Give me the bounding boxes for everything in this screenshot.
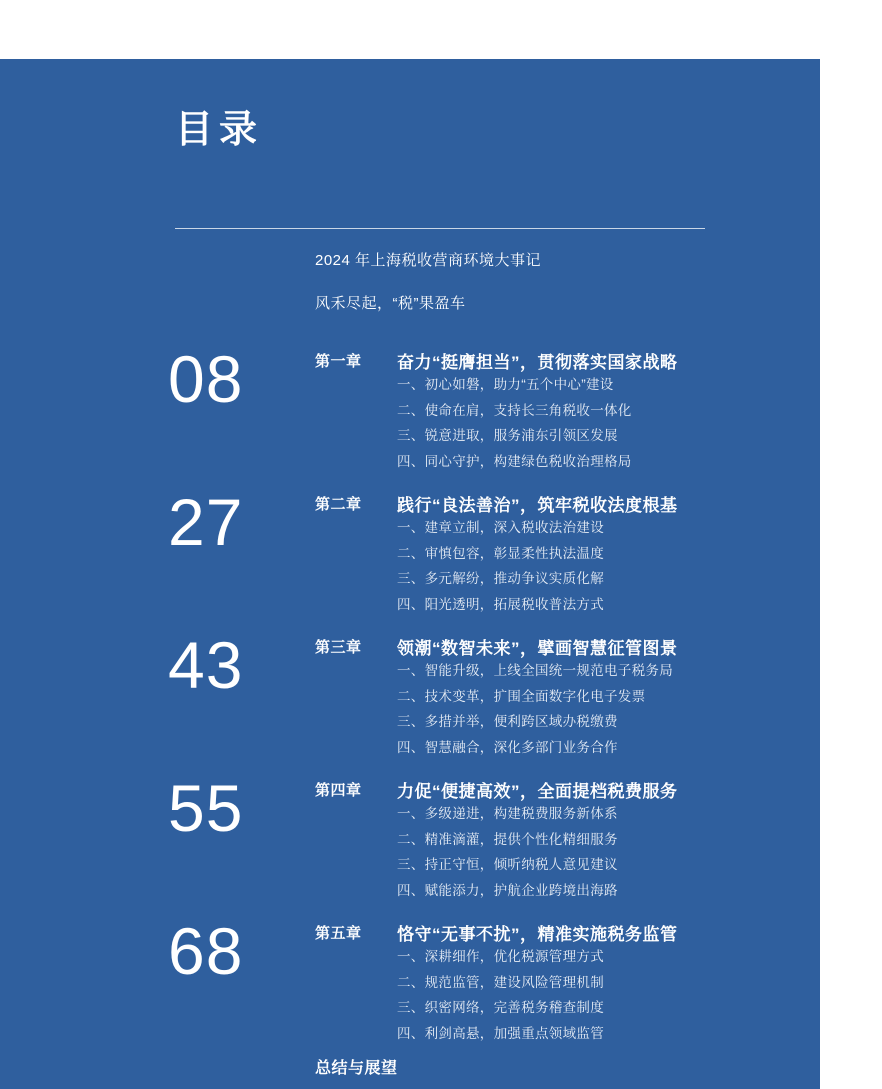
chapter-title[interactable]: 力促“便捷高效”，全面提档税费服务 <box>397 782 678 801</box>
chapter-sections <box>397 950 797 1052</box>
frontmatter-list <box>315 250 735 336</box>
section-item[interactable]: 二、规范监管，建设风险管理机制 <box>397 974 604 990</box>
section-item[interactable]: 四、赋能添力，护航企业跨境出海路 <box>397 882 618 898</box>
chapter-label: 第二章 <box>315 496 362 513</box>
section-item[interactable]: 一、多级递进，构建税费服务新体系 <box>397 806 618 821</box>
chapter-entry[interactable] <box>0 912 820 1055</box>
chapter-page-number: 68 <box>168 914 244 988</box>
chapter-sections <box>397 521 797 623</box>
chapter-sections <box>397 807 797 909</box>
chapter-title[interactable]: 领潮“数智未来”，擘画智慧征管图景 <box>397 639 678 658</box>
chapter-label: 第一章 <box>315 353 362 370</box>
chapter-sections <box>397 664 797 766</box>
chapter-page-number: 55 <box>168 771 244 845</box>
footer-entry[interactable]: 总结与展望 <box>315 1060 398 1077</box>
section-item[interactable]: 四、同心守护，构建绿色税收治理格局 <box>397 453 632 469</box>
chapter-label: 第五章 <box>315 925 362 942</box>
chapter-page-number: 08 <box>168 342 244 416</box>
chapter-page-number: 27 <box>168 485 244 559</box>
section-item[interactable]: 二、技术变革，扩围全面数字化电子发票 <box>397 688 646 704</box>
frontmatter-entry[interactable]: 2024 年上海税收营商环境大事记 <box>315 252 542 269</box>
chapter-label: 第四章 <box>315 782 362 799</box>
section-item[interactable]: 四、智慧融合，深化多部门业务合作 <box>397 739 618 755</box>
chapter-title[interactable]: 恪守“无事不扰”，精准实施税务监管 <box>397 925 678 944</box>
chapter-entry[interactable] <box>0 626 820 769</box>
section-item[interactable]: 一、深耕细作，优化税源管理方式 <box>397 949 604 964</box>
section-item[interactable]: 三、持正守恒，倾听纳税人意见建议 <box>397 857 618 872</box>
chapter-title[interactable]: 践行“良法善治”，筑牢税收法度根基 <box>397 496 678 515</box>
chapter-entry[interactable] <box>0 769 820 912</box>
chapter-page-number: 43 <box>168 628 244 702</box>
corner-white-notch <box>0 0 230 59</box>
chapter-title[interactable]: 奋力“挺膺担当”，贯彻落实国家战略 <box>397 353 678 372</box>
chapter-list <box>0 340 820 1055</box>
section-item[interactable]: 四、利剑高悬，加强重点领域监管 <box>397 1025 604 1041</box>
frontmatter-entry[interactable]: 风禾尽起，“税”果盈车 <box>315 295 466 312</box>
section-item[interactable]: 二、精准滴灌，提供个性化精细服务 <box>397 831 618 847</box>
chapter-label: 第三章 <box>315 639 362 656</box>
section-item[interactable]: 四、阳光透明，拓展税收普法方式 <box>397 596 604 612</box>
section-item[interactable]: 三、锐意进取，服务浦东引领区发展 <box>397 428 618 443</box>
section-item[interactable]: 一、智能升级，上线全国统一规范电子税务局 <box>397 663 673 678</box>
section-item[interactable]: 二、使命在肩，支持长三角税收一体化 <box>397 402 632 418</box>
section-item[interactable]: 三、织密网络，完善税务稽查制度 <box>397 1000 604 1015</box>
section-item[interactable]: 一、初心如磐，助力“五个中心”建设 <box>397 377 614 392</box>
page-title: 目录 <box>175 109 264 151</box>
right-white-margin <box>820 0 882 1089</box>
chapter-sections <box>397 378 797 480</box>
title-divider <box>175 228 705 229</box>
section-item[interactable]: 三、多措并举，便利跨区域办税缴费 <box>397 714 618 729</box>
section-item[interactable]: 三、多元解纷，推动争议实质化解 <box>397 571 604 586</box>
section-item[interactable]: 一、建章立制，深入税收法治建设 <box>397 520 604 535</box>
chapter-entry[interactable] <box>0 483 820 626</box>
chapter-entry[interactable] <box>0 340 820 483</box>
section-item[interactable]: 二、审慎包容，彰显柔性执法温度 <box>397 545 604 561</box>
